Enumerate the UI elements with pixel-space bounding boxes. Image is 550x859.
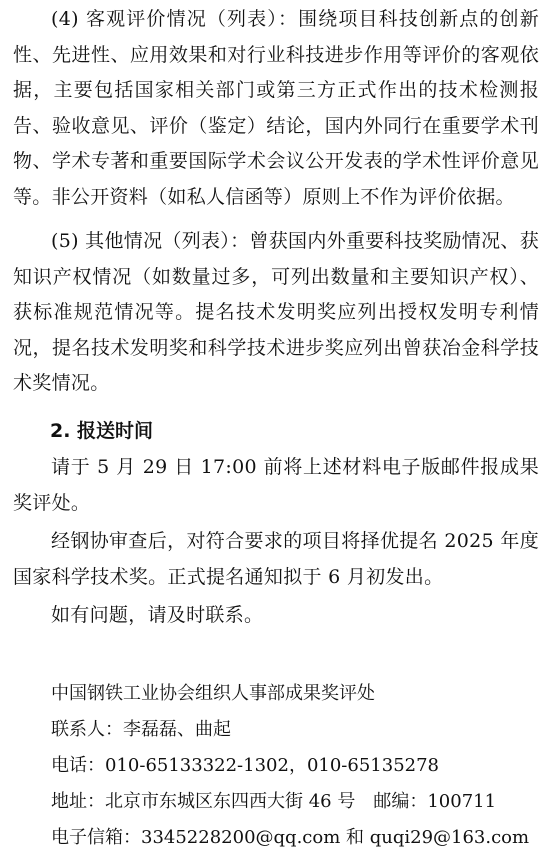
contact-address: 地址：北京市东城区东四西大街 46 号 邮编：100711: [51, 791, 497, 812]
paragraph-nomination: 经钢协审查后，对符合要求的项目将择优提名 2025 年度国家科学技术奖。正式提名通知拟于 6 月初发出。: [13, 530, 539, 588]
paragraph-other-situations: (5) 其他情况（列表）：曾获国内外重要科技奖励情况、获知识产权情况（如数量过多，可列出数量和主要知识产权）、获标准规范情况等。提名技术发明奖应列出授权发明专利情况，提名技术发明奖和科学技术进步奖应列出曾获冶金科学技术奖情况。: [13, 230, 539, 394]
paragraph-deadline: 请于 5 月 29 日 17:00 前将上述材料电子版邮件报成果奖评处。: [13, 456, 539, 514]
contact-email: 电子信箱：3345228200@qq.com 和 quqi29@163.com: [51, 827, 530, 848]
section-heading-submission-time: 2. 报送时间: [50, 420, 154, 442]
paragraph-objective-evaluation: (4) 客观评价情况（列表）：围绕项目科技创新点的创新性、先进性、应用效果和对行业科技进步作用等评价的客观依据，主要包括国家相关部门或第三方正式作出的技术检测报告、验收意见、评价（鉴定）结论，国内外同行在重要学术刊物、学术专著和重要国际学术会议公开发表的学术性评价意见等。非公开资料（如私人信函等）原则上不作为评价依据。: [13, 8, 539, 208]
contact-organization: 中国钢铁工业协会组织人事部成果奖评处: [51, 683, 375, 704]
contact-person: 联系人：李磊磊、曲起: [51, 719, 231, 740]
paragraph-contact-prompt: 如有问题，请及时联系。: [51, 604, 264, 626]
contact-phone: 电话：010-65133322-1302，010-65135278: [51, 755, 440, 776]
